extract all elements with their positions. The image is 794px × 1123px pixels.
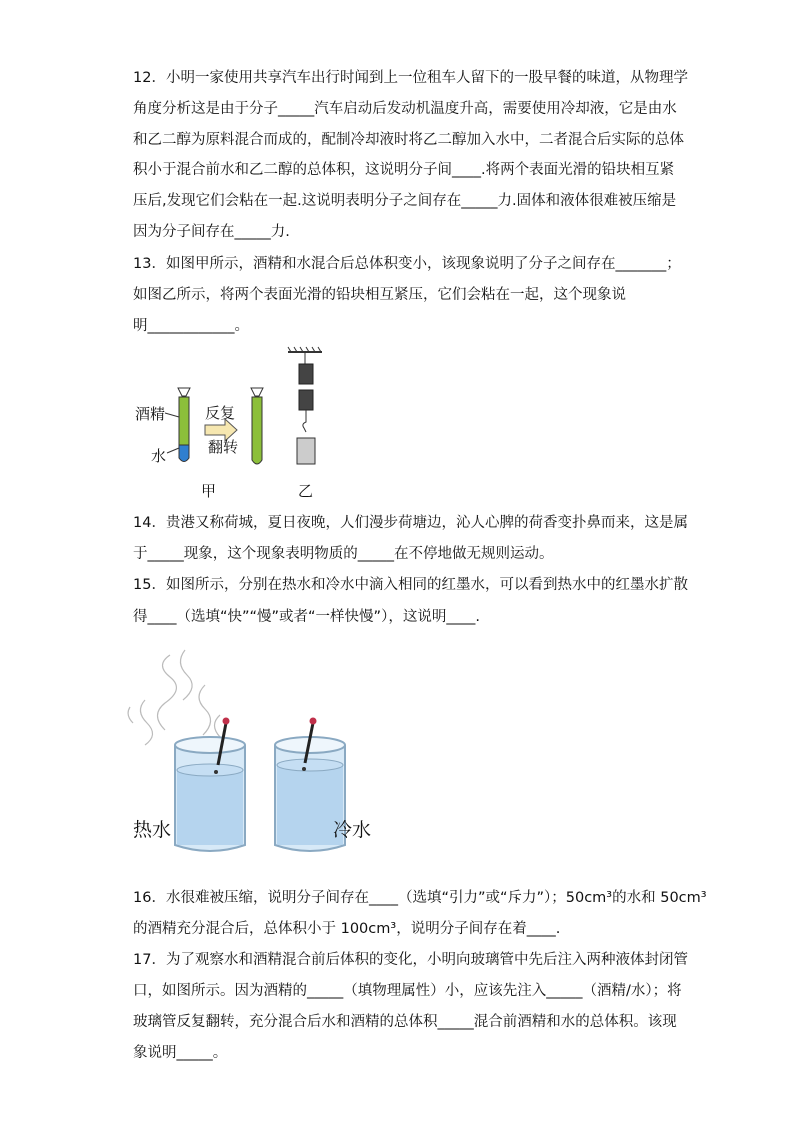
figure-13 [125, 340, 345, 505]
q12-line: 积小于混合前水和乙二醇的总体积，这说明分子间____.将两个表面光滑的铅块相互紧 [133, 162, 675, 178]
q16-line: 的酒精充分混合后，总体积小于 100cm³，说明分子间存在着____. [133, 921, 561, 937]
q17-line: 口，如图所示。因为酒精的_____（填物理属性）小，应该先注入_____（酒精/水）；将 [133, 983, 682, 999]
q16-line: 16．水很难被压缩，说明分子间存在____（选填“引力”或“斥力”）；50cm³的水和 50cm³ [133, 890, 707, 906]
q14-line: 于_____现象，这个现象表明物质的_____在不停地做无规则运动。 [133, 546, 554, 562]
q14-line: 14．贵港又称荷城，夏日夜晚，人们漫步荷塘边，沁人心脾的荷香变扑鼻而来，这是属 [133, 515, 688, 531]
lead-block-top [299, 364, 313, 384]
lead-block-bottom [299, 390, 313, 410]
q17-line: 玻璃管反复翻转，充分混合后水和酒精的总体积_____混合前酒精和水的总体积。该现 [133, 1014, 677, 1030]
q13-line: 明____________。 [133, 318, 249, 334]
q15-line: 15．如图所示，分别在热水和冷水中滴入相同的红墨水，可以看到热水中的红墨水扩散 [133, 577, 688, 593]
q17-line: 17．为了观察水和酒精混合前后体积的变化，小明向玻璃管中先后注入两种液体封闭管 [133, 952, 688, 968]
hanging-weight [297, 438, 315, 464]
stopper-2 [251, 388, 263, 396]
mixed-liquid [252, 397, 262, 464]
label-water: 水 [151, 447, 167, 465]
q15-line: 得____（选填“快”“慢”或者“一样快慢”），这说明____. [133, 609, 480, 625]
stopper-1 [178, 388, 190, 396]
alcohol-layer [179, 397, 189, 445]
q12-line: 和乙二醇为原料混合而成的，配制冷却液时将乙二醇加入水中，二者混合后实际的总体 [133, 132, 684, 148]
water-layer [179, 445, 189, 462]
q13-line: 如图乙所示，将两个表面光滑的铅块相互紧压，它们会粘在一起，这个现象说 [133, 287, 626, 303]
label-yi: 乙 [298, 482, 314, 500]
label-repeat: 反复 [205, 404, 236, 422]
label-alcohol: 酒精 [135, 405, 166, 423]
label-jia: 甲 [201, 482, 217, 500]
q17-line: 象说明_____。 [133, 1045, 228, 1061]
figure-15 [125, 645, 385, 860]
label-cold-water: 冷水 [333, 819, 372, 841]
q13-line: 13．如图甲所示，酒精和水混合后总体积变小，该现象说明了分子之间存在_______； [133, 256, 681, 272]
q12-line: 因为分子间存在_____力. [133, 224, 290, 240]
q12-line: 角度分析这是由于分子_____汽车启动后发动机温度升高，需要使用冷却液，它是由水 [133, 101, 677, 117]
label-hot-water: 热水 [133, 819, 172, 841]
q12-line: 压后,发现它们会粘在一起.这说明表明分子之间存在_____力.固体和液体很难被压缩是 [133, 193, 677, 209]
q12-line: 12．小明一家使用共享汽车出行时闻到上一位租车人留下的一股早餐的味道，从物理学 [133, 70, 688, 86]
label-flip: 翻转 [208, 438, 239, 456]
steam [128, 650, 220, 745]
